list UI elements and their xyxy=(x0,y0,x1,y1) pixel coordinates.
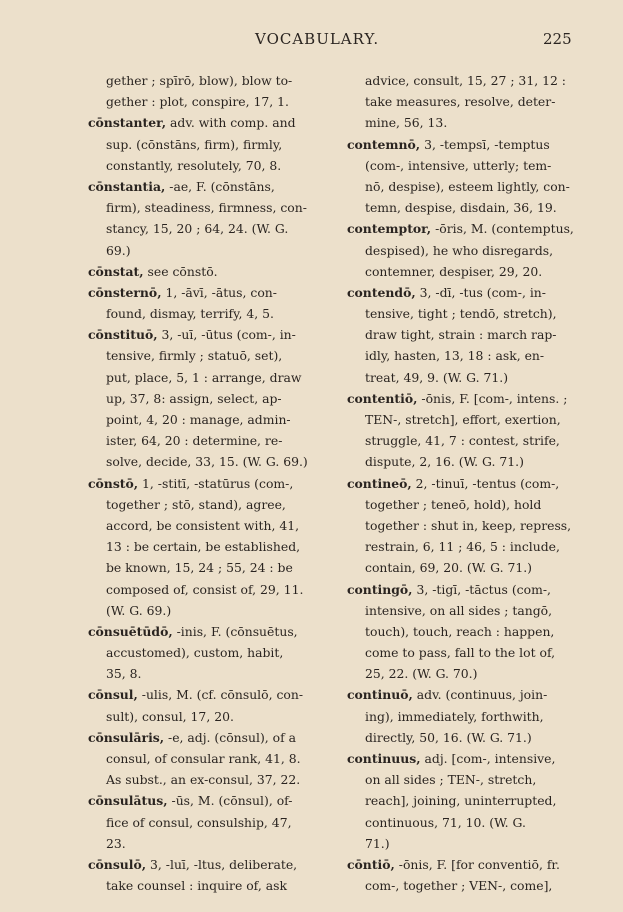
entry-line xyxy=(347,515,593,536)
entry-text: 3, -tempsī, -temptus xyxy=(420,136,550,152)
entry-text: 3, -dī, -tus (com-, in- xyxy=(415,284,546,300)
entry-line xyxy=(347,727,593,748)
entry-text: solve, decide, 33, 15. (W. G. 69.) xyxy=(106,454,308,470)
entry-text: 2, -tinuī, -tentus (com-, xyxy=(411,475,560,491)
entry-line xyxy=(347,451,593,472)
headword: cōnsternō, xyxy=(88,284,162,300)
entry-text: -ūs, M. (cōnsul), of- xyxy=(167,793,293,809)
entry-text: 1, -āvī, -ātus, con- xyxy=(161,284,277,300)
entry-text: constantly, resolutely, 70, 8. xyxy=(106,157,282,173)
entry-text: see cōnstō. xyxy=(143,263,218,279)
entry-line xyxy=(88,727,334,748)
entry-text: directly, 50, 16. (W. G. 71.) xyxy=(365,729,532,745)
headword: cōnsuētūdō, xyxy=(88,623,173,639)
entry-line xyxy=(88,240,334,261)
entry-line xyxy=(347,600,593,621)
entry-line xyxy=(347,536,593,557)
headword: continuus, xyxy=(347,751,421,766)
entry-text: together ; stō, stand), agree, xyxy=(106,496,286,512)
entry-line xyxy=(347,261,593,282)
entry-text: idly, hasten, 13, 18 : ask, en- xyxy=(365,348,545,364)
headword: cōnsulātus, xyxy=(88,793,168,809)
entry-text: -inis, F. (cōnsuētus, xyxy=(172,623,298,639)
entry-line xyxy=(88,134,334,155)
entry-line xyxy=(88,557,334,578)
entry-text: adv. (continuus, join- xyxy=(412,687,548,703)
entry-line xyxy=(88,176,334,197)
entry-line xyxy=(347,494,593,515)
entry-text: gether ; spīrō, blow), blow to- xyxy=(106,73,293,88)
entry-text: accord, be consistent with, 41, xyxy=(106,517,300,533)
entry-text: temn, despise, disdain, 36, 19. xyxy=(365,200,557,216)
entry-line xyxy=(88,303,334,324)
entry-line xyxy=(347,176,593,197)
entry-line xyxy=(88,536,334,557)
entry-line xyxy=(88,854,334,875)
headword: cōntiō, xyxy=(347,856,395,872)
entry-line xyxy=(88,367,334,388)
entry-text: firm), steadiness, firmness, con- xyxy=(106,200,307,216)
entry-text: As subst., an ex-consul, 37, 22. xyxy=(106,772,301,788)
entry-line xyxy=(88,684,334,705)
entry-line xyxy=(347,282,593,303)
entry-line xyxy=(88,875,334,896)
entry-text: composed of, consist of, 29, 11. xyxy=(106,581,304,597)
entry-text: 23. xyxy=(106,835,126,851)
entry-line xyxy=(88,112,334,133)
entry-line xyxy=(347,833,593,854)
headword: cōnsul, xyxy=(88,687,138,703)
entry-text: gether : plot, conspire, 17, 1. xyxy=(106,94,289,110)
entry-line xyxy=(347,557,593,578)
entry-line xyxy=(88,706,334,727)
entry-text: 3, -luī, -ltus, deliberate, xyxy=(146,856,298,872)
headword: contingō, xyxy=(347,581,413,597)
entry-text: 35, 8. xyxy=(106,666,142,682)
entry-text: 3, -tigī, -tāctus (com-, xyxy=(412,581,551,597)
entry-text: touch), touch, reach : happen, xyxy=(365,623,555,639)
entry-text: come to pass, fall to the lot of, xyxy=(365,645,556,661)
entry-text: sult), consul, 17, 20. xyxy=(106,708,234,724)
entry-text: restrain, 6, 11 ; 46, 5 : include, xyxy=(365,539,560,555)
entry-line xyxy=(88,812,334,833)
entry-text: found, dismay, terrify, 4, 5. xyxy=(106,306,274,322)
headword: contineō, xyxy=(347,475,412,491)
entry-line xyxy=(347,621,593,642)
entry-line xyxy=(347,197,593,218)
entry-line xyxy=(88,345,334,366)
entry-line xyxy=(347,790,593,811)
page-number: 225 xyxy=(543,30,572,48)
entry-text: mine, 56, 13. xyxy=(365,115,448,131)
entry-text: 3, -uī, -ūtus (com-, in- xyxy=(157,327,296,343)
entry-text: struggle, 41, 7 : contest, strife, xyxy=(365,433,560,449)
entry-line xyxy=(88,833,334,854)
entry-line xyxy=(88,155,334,176)
headword: contentiō, xyxy=(347,390,418,406)
entry-text: 13 : be certain, be established, xyxy=(106,539,301,555)
entry-text: advice, consult, 15, 27 ; 31, 12 : xyxy=(365,73,566,88)
entry-text: 1, -stitī, -statūrus (com-, xyxy=(138,475,294,491)
entry-text: consul, of consular rank, 41, 8. xyxy=(106,751,301,766)
entry-line xyxy=(347,663,593,684)
entry-line xyxy=(88,748,334,769)
entry-text: -ōnis, F. [com-, intens. ; xyxy=(417,390,568,406)
entry-line xyxy=(88,430,334,451)
entry-line xyxy=(88,642,334,663)
entry-line xyxy=(88,790,334,811)
entry-line xyxy=(88,409,334,430)
entry-line xyxy=(347,303,593,324)
entry-text: tensive, firmly ; statuō, set), xyxy=(106,348,283,364)
entry-line xyxy=(88,197,334,218)
entry-text: on all sides ; TEN-, stretch, xyxy=(365,772,537,788)
entry-line xyxy=(88,515,334,536)
entry-text: contain, 69, 20. (W. G. 71.) xyxy=(365,560,533,576)
entry-text: dispute, 2, 16. (W. G. 71.) xyxy=(365,454,524,470)
entry-text: ister, 64, 20 : determine, re- xyxy=(106,433,283,449)
entry-text: despised), he who disregards, xyxy=(365,242,554,258)
entry-text: take counsel : inquire of, ask xyxy=(106,878,287,894)
entry-line xyxy=(347,473,593,494)
entry-line xyxy=(347,70,593,91)
headword: cōnstituō, xyxy=(88,327,158,343)
entry-text: -ōris, M. (contemptus, xyxy=(431,221,574,237)
entry-text: -ae, F. (cōnstāns, xyxy=(165,178,275,194)
entry-text: contemner, despiser, 29, 20. xyxy=(365,263,543,279)
entry-text: accustomed), custom, habit, xyxy=(106,645,284,661)
entry-text: tensive, tight ; tendō, stretch), xyxy=(365,306,557,322)
entry-text: adj. [com-, intensive, xyxy=(420,751,556,766)
headword: continuō, xyxy=(347,687,413,703)
entry-text: (W. G. 69.) xyxy=(106,602,172,618)
entry-text: fice of consul, consulship, 47, xyxy=(106,814,292,830)
entry-text: stancy, 15, 20 ; 64, 24. (W. G. xyxy=(106,221,289,237)
entry-text: reach], joining, uninterrupted, xyxy=(365,793,557,809)
entry-text: draw tight, strain : march rap- xyxy=(365,327,557,343)
entry-text: 69.) xyxy=(106,242,131,258)
entry-text: together ; teneō, hold), hold xyxy=(365,496,542,512)
entry-text: sup. (cōnstāns, firm), firmly, xyxy=(106,136,283,152)
entry-line xyxy=(347,769,593,790)
entry-text: point, 4, 20 : manage, admin- xyxy=(106,412,291,427)
entry-line xyxy=(88,473,334,494)
entry-line xyxy=(347,134,593,155)
entry-text: -ulis, M. (cf. cōnsulō, con- xyxy=(137,687,304,703)
headword: cōnsulō, xyxy=(88,856,147,872)
entry-line xyxy=(347,112,593,133)
entry-text: 71.) xyxy=(365,835,390,851)
headword: contendō, xyxy=(347,284,416,300)
entry-text: together : shut in, keep, repress, xyxy=(365,517,572,533)
entry-line xyxy=(88,494,334,515)
entry-line xyxy=(88,324,334,345)
entry-text: put, place, 5, 1 : arrange, draw xyxy=(106,369,302,385)
entry-line xyxy=(347,367,593,388)
entry-line xyxy=(347,324,593,345)
entry-text: treat, 49, 9. (W. G. 71.) xyxy=(365,369,509,385)
entry-line xyxy=(88,579,334,600)
headword: contemptor, xyxy=(347,221,432,237)
entry-line xyxy=(88,451,334,472)
entry-line xyxy=(347,218,593,239)
entry-line xyxy=(347,409,593,430)
entry-line xyxy=(88,388,334,409)
entry-text: continuous, 71, 10. (W. G. xyxy=(365,814,526,830)
entry-text: -ōnis, F. [for conventiō, fr. xyxy=(394,856,560,872)
headword: cōnstanter, xyxy=(88,115,167,131)
entry-text: adv. with comp. and xyxy=(166,115,296,131)
entry-line xyxy=(88,91,334,112)
entry-text: intensive, on all sides ; tangō, xyxy=(365,602,553,618)
entry-text: com-, together ; VEN-, come], xyxy=(365,878,553,894)
entry-line xyxy=(347,240,593,261)
entry-line xyxy=(347,388,593,409)
entry-text: nō, despise), esteem lightly, con- xyxy=(365,178,570,194)
entry-line xyxy=(88,218,334,239)
entry-line xyxy=(347,854,593,875)
entry-line xyxy=(347,430,593,451)
headword: contemnō, xyxy=(347,136,421,152)
entry-text: (com-, intensive, utterly; tem- xyxy=(365,157,552,173)
entry-line xyxy=(88,70,334,91)
entry-line xyxy=(347,91,593,112)
entry-text: TEN-, stretch], effort, exertion, xyxy=(365,412,561,427)
running-header xyxy=(0,30,623,52)
left-column xyxy=(88,70,334,896)
entry-text: be known, 15, 24 ; 55, 24 : be xyxy=(106,560,293,576)
entry-line xyxy=(88,600,334,621)
entry-line xyxy=(347,579,593,600)
header-title: VOCABULARY. xyxy=(255,30,380,48)
headword: cōnstō, xyxy=(88,475,139,491)
entry-text: up, 37, 8: assign, select, ap- xyxy=(106,390,282,406)
entry-line xyxy=(347,684,593,705)
entry-text: take measures, resolve, deter- xyxy=(365,94,556,110)
entry-line xyxy=(88,621,334,642)
entry-text: -e, adj. (cōnsul), of a xyxy=(164,729,297,745)
entry-line xyxy=(88,261,334,282)
entry-line xyxy=(88,663,334,684)
entry-line xyxy=(347,875,593,896)
entry-line xyxy=(347,748,593,769)
headword: cōnstantia, xyxy=(88,178,166,194)
entry-text: ing), immediately, forthwith, xyxy=(365,708,544,724)
entry-line xyxy=(347,706,593,727)
headword: cōnsulāris, xyxy=(88,729,165,745)
entry-line xyxy=(347,345,593,366)
right-column xyxy=(347,70,593,896)
entry-line xyxy=(88,769,334,790)
entry-line xyxy=(347,812,593,833)
entry-line xyxy=(347,642,593,663)
headword: cōnstat, xyxy=(88,263,144,279)
entry-line xyxy=(347,155,593,176)
entry-line xyxy=(88,282,334,303)
entry-text: 25, 22. (W. G. 70.) xyxy=(365,666,478,682)
